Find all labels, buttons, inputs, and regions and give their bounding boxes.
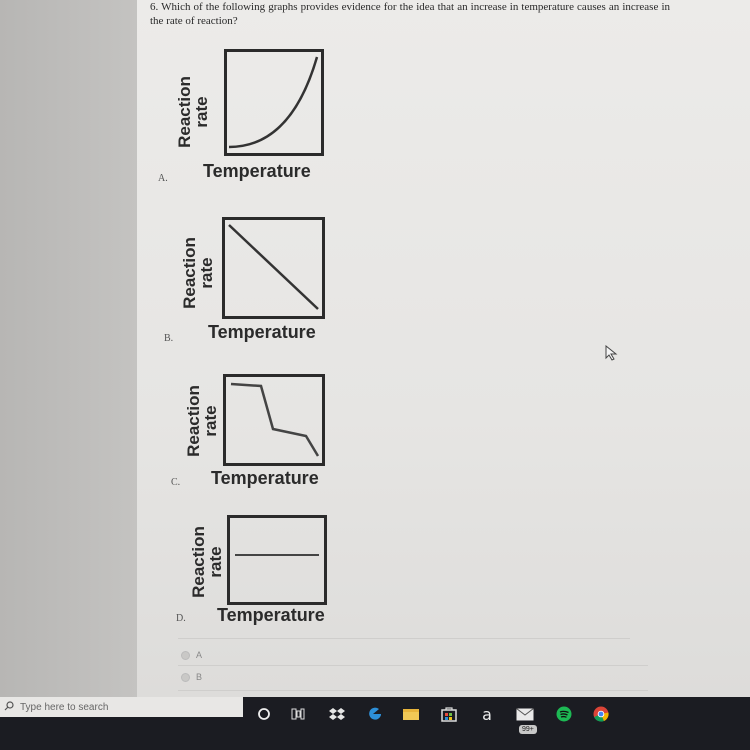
search-placeholder: Type here to search	[20, 701, 109, 713]
browser-gutter	[0, 0, 137, 697]
cortana-icon[interactable]	[255, 705, 273, 723]
store-icon[interactable]	[440, 705, 458, 723]
spotify-icon[interactable]	[555, 705, 573, 723]
graph-d-letter: D.	[176, 613, 186, 624]
answer-a-label: A	[196, 650, 203, 660]
graph-c-xlabel: Temperature	[211, 468, 319, 488]
file-explorer-icon[interactable]	[402, 705, 420, 723]
graph-b-ylabel: Reaction rate	[180, 237, 216, 309]
graph-a-xlabel: Temperature	[203, 161, 311, 181]
search-icon	[4, 701, 14, 714]
answer-option-a[interactable]	[181, 650, 202, 660]
question-text: 6. Which of the following graphs provides evidence for the idea that an increase in temperature causes an increase in the rate of reaction?	[150, 1, 670, 27]
edge-icon[interactable]	[366, 705, 384, 723]
mail-icon[interactable]	[516, 705, 534, 723]
graph-b-letter: B.	[164, 333, 174, 344]
answer-b-label: B	[196, 672, 203, 682]
task-view-icon[interactable]	[289, 705, 307, 723]
mail-unread-badge: 99+	[519, 725, 537, 734]
chrome-icon[interactable]	[592, 705, 610, 723]
answer-separator	[178, 638, 630, 639]
windows-taskbar	[0, 697, 750, 750]
radio-b[interactable]	[181, 673, 190, 682]
graph-c	[223, 374, 325, 466]
graph-a-plot	[224, 49, 324, 156]
graph-a-letter: A.	[158, 173, 168, 184]
answer-separator	[178, 690, 648, 691]
graph-b-plot	[222, 217, 325, 319]
graph-b	[222, 217, 325, 319]
answer-separator	[178, 665, 648, 666]
graph-d	[227, 515, 327, 605]
graph-c-ylabel: Reaction rate	[184, 385, 220, 457]
graph-d-ylabel: Reaction rate	[189, 526, 225, 598]
taskbar-search-input[interactable]	[0, 697, 243, 717]
graph-b-xlabel: Temperature	[208, 322, 316, 342]
graph-c-letter: C.	[171, 477, 181, 488]
mouse-cursor-icon	[605, 345, 619, 366]
radio-a[interactable]	[181, 651, 190, 660]
answer-option-b[interactable]	[181, 672, 202, 682]
graph-a	[224, 49, 324, 156]
graph-d-plot	[227, 515, 327, 605]
graph-c-plot	[223, 374, 325, 466]
amazon-icon[interactable]: a	[482, 704, 492, 724]
dropbox-icon[interactable]	[328, 705, 346, 723]
graph-a-ylabel: Reaction rate	[175, 76, 211, 148]
graph-d-xlabel: Temperature	[217, 605, 325, 625]
